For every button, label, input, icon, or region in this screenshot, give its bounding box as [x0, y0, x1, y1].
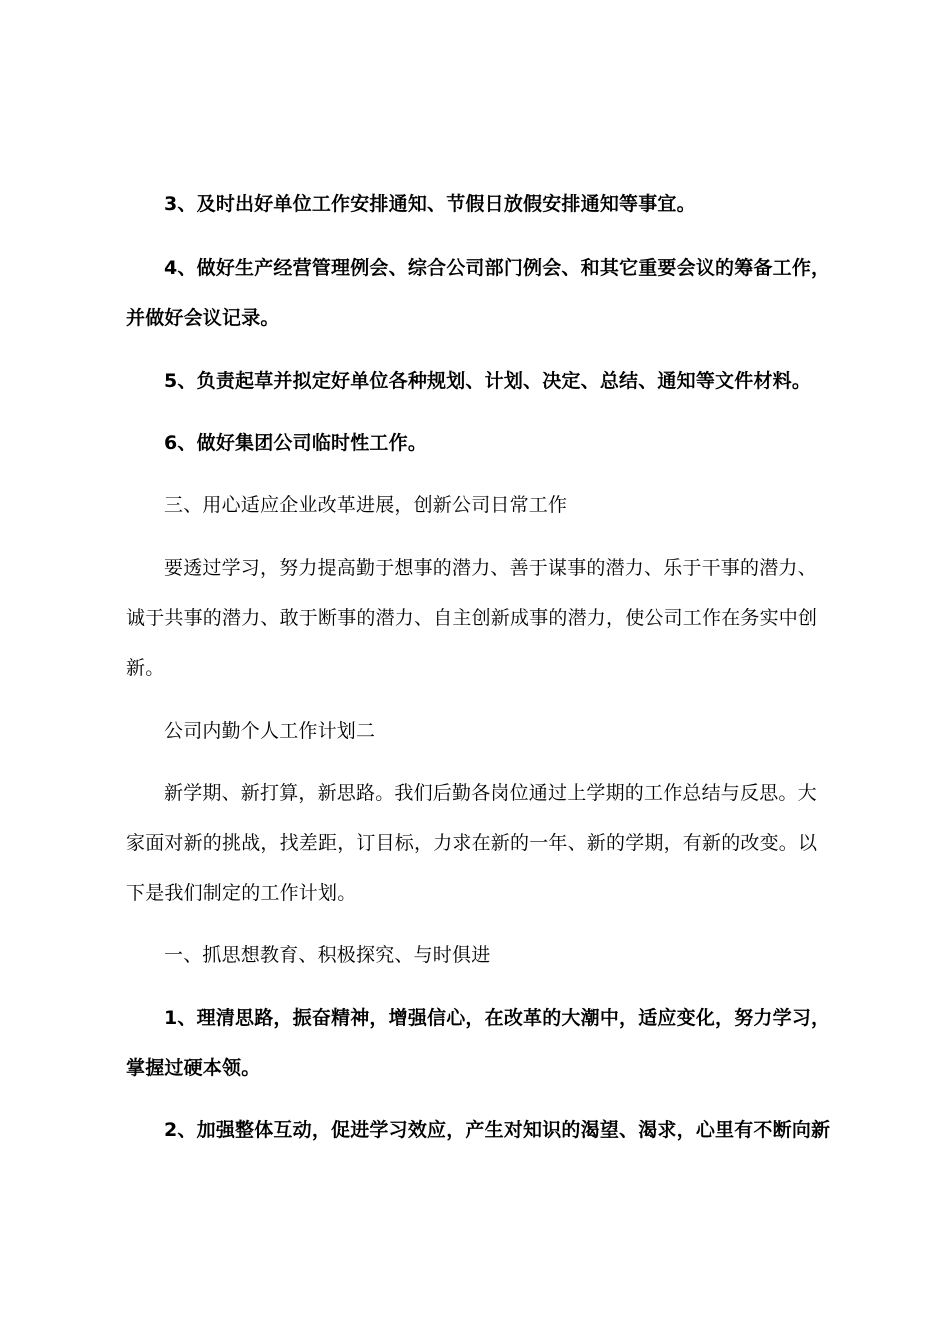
- paragraph-2-line-1: 新学期、新打算，新思路。我们后勤各岗位通过上学期的工作总结与反思。大: [164, 782, 817, 804]
- item-1-line-2: 掌握过硬本领。: [126, 1057, 261, 1079]
- section-one-heading: 一、抓思想教育、积极探究、与时俱进: [164, 944, 491, 966]
- paragraph-2-line-3: 下是我们制定的工作计划。: [126, 882, 357, 904]
- item-6: 6、做好集团公司临时性工作。: [164, 432, 428, 454]
- paragraph-1-line-3: 新。: [126, 657, 165, 679]
- item-2-line-1: 2、加强整体互动，促进学习效应，产生对知识的渴望、渴求，心里有不断向新: [164, 1119, 831, 1141]
- item-5: 5、负责起草并拟定好单位各种规划、计划、决定、总结、通知等文件材料。: [164, 370, 812, 392]
- paragraph-2-line-2: 家面对新的挑战，找差距，订目标，力求在新的一年、新的学期，有新的改变。以: [126, 832, 818, 854]
- item-4-line-2: 并做好会议记录。: [126, 307, 280, 329]
- plan-two-title: 公司内勤个人工作计划二: [164, 720, 376, 742]
- section-three-heading: 三、用心适应企业改革进展，创新公司日常工作: [164, 494, 568, 516]
- paragraph-1-line-1: 要透过学习，努力提高勤于想事的潜力、善于谋事的潜力、乐于干事的潜力、: [164, 557, 817, 579]
- item-4-line-1: 4、做好生产经营管理例会、综合公司部门例会、和其它重要会议的筹备工作，: [164, 257, 831, 279]
- item-3: 3、及时出好单位工作安排通知、节假日放假安排通知等事宜。: [164, 193, 696, 215]
- paragraph-1-line-2: 诚于共事的潜力、敢于断事的潜力、自主创新成事的潜力，使公司工作在务实中创: [126, 607, 818, 629]
- item-1-line-1: 1、理清思路，振奋精神，增强信心，在改革的大潮中，适应变化，努力学习，: [164, 1007, 831, 1029]
